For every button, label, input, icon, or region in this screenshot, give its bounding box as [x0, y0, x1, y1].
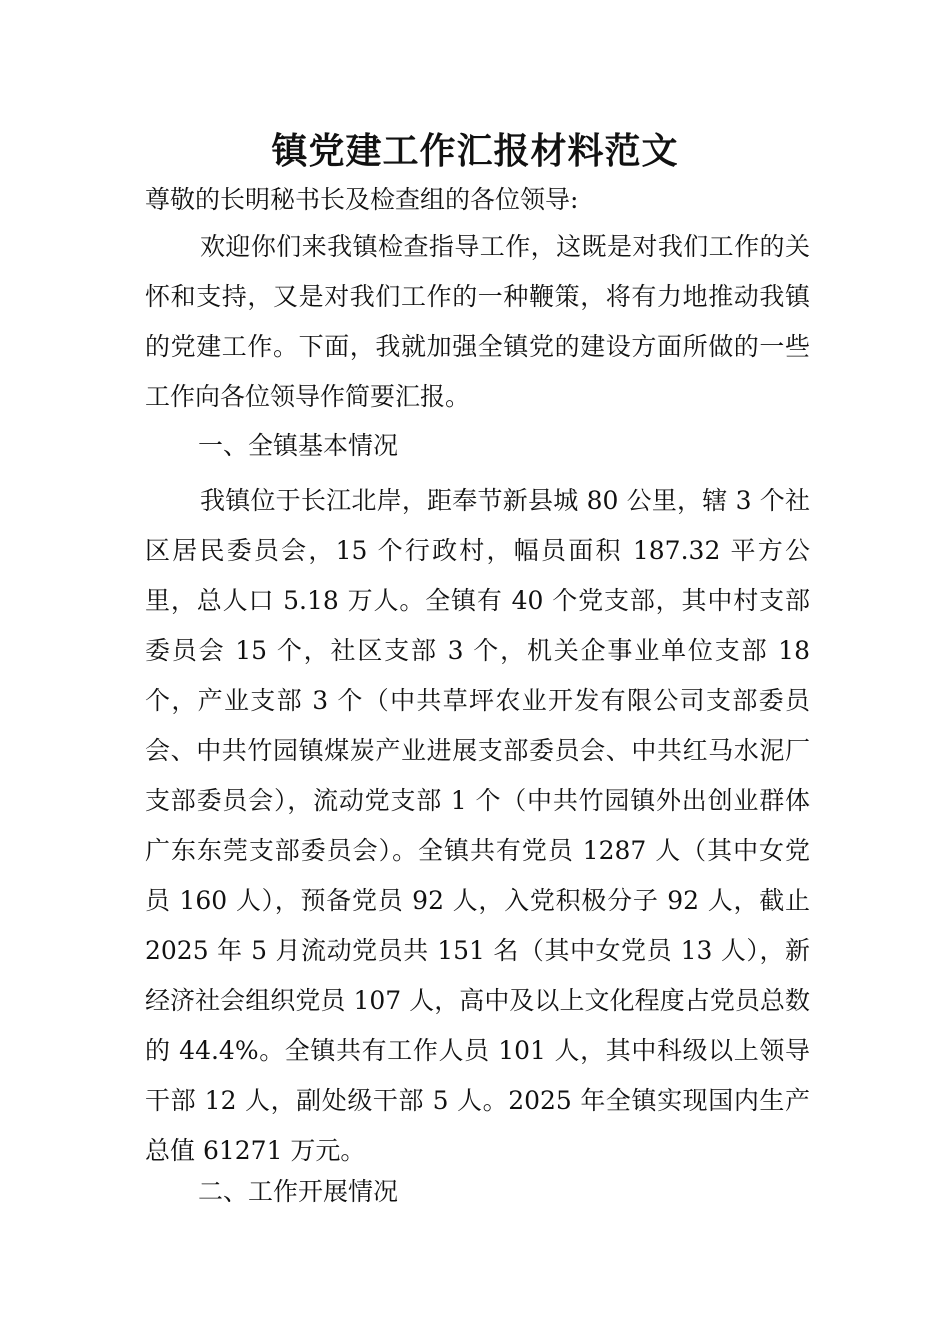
section-heading-basic-info: 一、全镇基本情况	[198, 431, 399, 460]
basic-info-paragraph: 我镇位于长江北岸，距奉节新县城 80 公里，辖 3 个社区居民委员会，15 个行政村，幅员面积 187.32 平方公里，总人口 5.18 万人。全镇有 40 个党支部，其中村支部委员会 15 个，社区支部 3 个，机关企事业单位支部 18 个，产业支部 3 个（中共草坪农业开发有限公司支部委员会、中共竹园镇煤炭产业进展支部委员会、中共红马水泥厂支部委员会），流动党支部 1 个（中共竹园镇外出创业群体广东东莞支部委员会）。全镇共有党员 1287 人（其中女党员 160 人），预备党员 92 人，入党积极分子 92 人，截止 2025 年 5 月流动党员共 151 名（其中女党员 13 人），新经济社会组织党员 107 人，高中及以上文化程度占党员总数的 44.4%。全镇共有工作人员 101 人，其中科级以上领导干部 12 人，副处级干部 5 人。2025 年全镇实现国内生产总值 61271 万元。	[145, 486, 810, 1165]
salutation-line: 尊敬的长明秘书长及检查组的各位领导:	[145, 185, 579, 214]
section-heading-work-progress: 二、工作开展情况	[198, 1177, 399, 1206]
intro-paragraph: 欢迎你们来我镇检查指导工作，这既是对我们工作的关怀和支持，又是对我们工作的一种鞭策，将有力地推动我镇的党建工作。下面，我就加强全镇党的建设方面所做的一些工作向各位领导作简要汇报。	[145, 232, 810, 411]
document-title: 镇党建工作汇报材料范文	[271, 131, 679, 172]
